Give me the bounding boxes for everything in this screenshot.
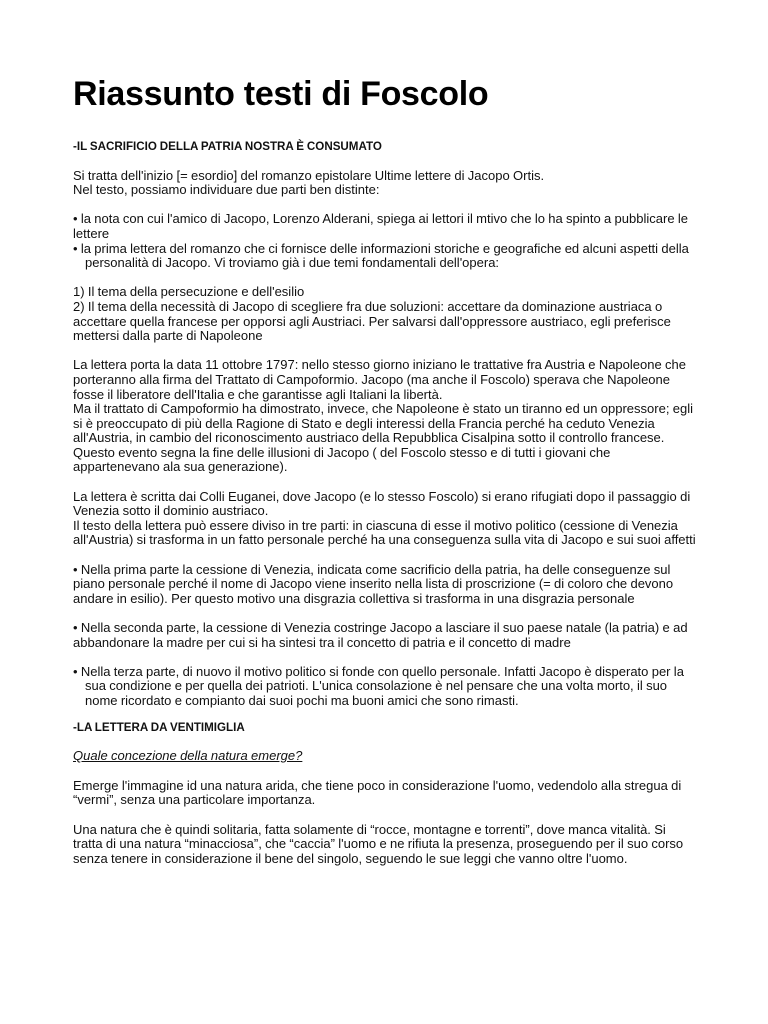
paragraph-date: La lettera porta la data 11 ottobre 1797: nello stesso giorno iniziano le trattative fra Austria e Napoleone che porteranno alla firma del Trattato di Campoformio. Jacopo (ma anche il Foscolo) sperava che Napoleone fosse il liberatore dell'Italia e che garantisse agli Italiani la libertà. [73, 357, 686, 402]
intro-line-2: Nel testo, possiamo individuare due parti ben distinte: [73, 182, 380, 198]
list-item-prima-lettera: • la prima lettera del romanzo che ci fornisce delle informazioni storiche e geografiche ed alcuni aspetti della personalità di Jacopo. Vi troviamo già i due temi fondamentali dell'opera: [73, 240, 689, 271]
list-item-nota: • la nota con cui l'amico di Jacopo, Lorenzo Alderani, spiega ai lettori il mtivo che lo ha spinto a pubblicare le lettere [73, 211, 688, 241]
section-heading-ventimiglia: -LA LETTERA DA VENTIMIGLIA [73, 720, 245, 734]
list-item-third-part: • Nella terza parte, di nuovo il motivo politico si fonde con quello personale. Infatti Jacopo è disperato per la sua condizione e per quella dei patrioti. L'unica consolazione è nel pensare che una volta morto, il suo nome ricordato e compianto dai suoi pochi ma buoni amici che sono rimasti. [73, 663, 684, 708]
section-question: Quale concezione della natura emerge? [73, 748, 303, 764]
document-body [73, 140, 698, 866]
list-item-first-part: • Nella prima parte la cessione di Venezia, indicata come sacrificio della patria, ha delle conseguenze sul piano personale perché il nome di Jacopo viene inserito nella lista di proscrizione (= di coloro che devono andare in esilio). Per questo motivo una disgrazia collettiva si trasforma in una disgrazia personale [73, 561, 674, 606]
list-item-second-part: • Nella seconda parte, la cessione di Venezia costringe Jacopo a lasciare il suo paese natale (la patria) e ad abbandonare la madre per cui si ha sintesi tra il concetto di patria e il concetto di madre [73, 620, 688, 650]
paragraph-three-parts: Il testo della lettera può essere diviso in tre parti: in ciascuna di esse il motivo politico (cessione di Venezia all'Austria) si trasforma in un fatto personale perché ha una conseguenza sulla vita di Jacopo e sui suoi affetti [73, 517, 696, 548]
theme-item-2: 2) Il tema della necessità di Jacopo di scegliere fra due soluzioni: accettare da dominazione austriaca o accettare quella francese per opporsi agli Austriaci. Per salvarsi dall'oppressore austriaco, egli preferisce mettersi dalla parte di Napoleone [73, 298, 671, 344]
section-heading-sacrificio: -IL SACRIFICIO DELLA PATRIA NOSTRA È CONSUMATO [73, 140, 382, 153]
intro-line-1: Si tratta dell'inizio [= esordio] del romanzo epistolare Ultime lettere di Jacopo Ortis. [73, 167, 545, 183]
theme-item-1: 1) Il tema della persecuzione e dell'esilio [73, 284, 305, 300]
paragraph-nature-1: Emerge l'immagine id una natura arida, che tiene poco in considerazione l'uomo, vedendolo alla stregua di “vermi”, senza una particolare importanza. [73, 777, 682, 808]
paragraph-place: La lettera è scritta dai Colli Euganei, dove Jacopo (e lo stesso Foscolo) si erano rifugiati dopo il passaggio di Venezia sotto il dominio austriaco. [73, 488, 691, 519]
paragraph-nature-2: Una natura che è quindi solitaria, fatta solamente di “rocce, montagne e torrenti”, dove manca vitalità. Si tratta di una natura “minacciosa”, che “caccia” l'uomo e ne rifiuta la presenza, proseguendo per il suo corso senza tenere in considerazione il bene del singolo, seguendo le sue leggi che vanno oltre l'uomo. [73, 821, 684, 866]
paragraph-treaty: Ma il trattato di Campoformio ha dimostrato, invece, che Napoleone è stato un tiranno ed un oppressore; egli si è preoccupato di più della Ragione di Stato e degli interessi della Francia perché ha ceduto Venezia all'Austria, in cambio del riconoscimento austriaco della Repubblica Cisalpina sotto il controllo francese. Questo evento segna la fine delle illusioni di Jacopo ( del Foscolo stesso e di tutti i giovani che appartenevano ala sua generazione). [73, 401, 693, 475]
page-title: Riassunto testi di Foscolo [73, 75, 489, 113]
